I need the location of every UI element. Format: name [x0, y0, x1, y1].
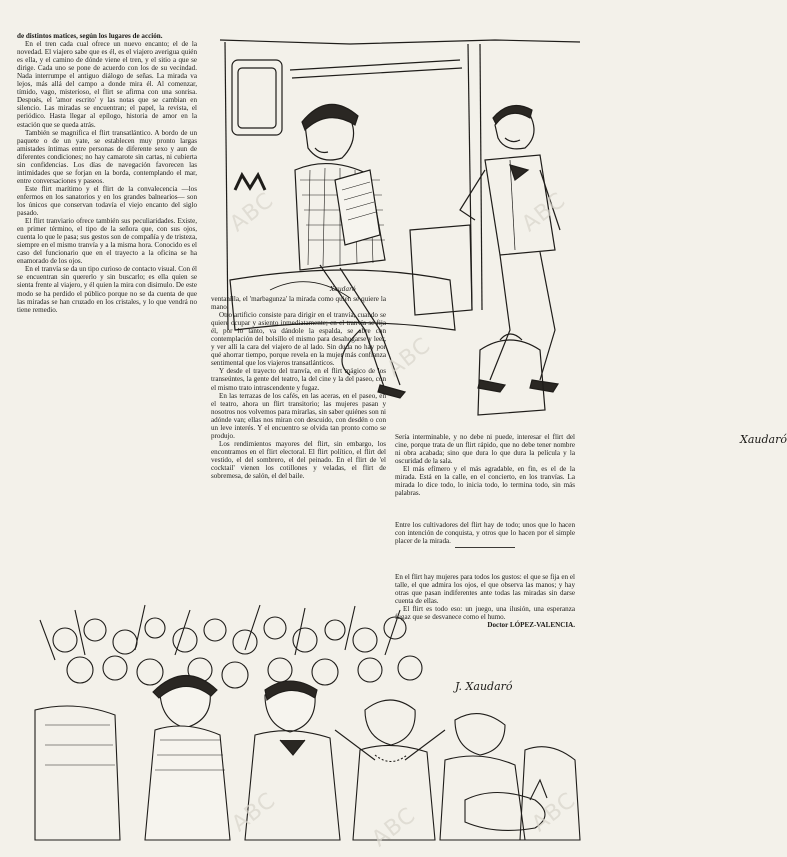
watermark: ABC [227, 787, 281, 838]
paragraph: ventanilla, el 'marbagunza' la mirada como quien se quiere la mano. [211, 295, 386, 312]
paragraph: de distintos matices, según los lugares de acción. [17, 32, 163, 40]
watermark: ABC [225, 187, 279, 238]
crowd-flirt-illustration [35, 600, 580, 840]
paragraph: El flirt tranviario ofrece también sus peculiaridades. Existe, en primer término, el tipo de la señora que, con sus ojos, cuenta lo que le pasa; sus gestos son de compañía y de tristeza, siempre en el mismo tranvía y a la misma hora. Conocido es el caso del funcionario que en el trayecto a la oficina se ha enamorado de los ojos. [17, 217, 197, 266]
crowd-scene-drawing [35, 600, 580, 840]
article-right-column-top [395, 433, 575, 518]
paragraph: Otro artificio consiste para dirigir en el tranvía, cuando se quiere ocupar y asiento inmediatamente; en el tranvía se fija él, por lo tanto, va dándole la espalda, se abre con contemplación del bolsillo el mismo para desahogarse y leer, y ver allí la cara del viajero de al lado. Sin duda no hay por qué ahorrar tiempo, porque revela en la mujer más confianza sentimental que los viajeros transatlánticos. [211, 311, 386, 368]
watermark: ABC [367, 802, 421, 853]
paragraph: También se magnifica el flirt transatlántico. A bordo de un paquete o de un yate, se establecen muy pronto largas amistades íntimas entre personas de diferente sexo y aun de diferentes condiciones; no hay camarote sin cartas, ni cubierta sin confidencias. Los días de navegación favorecen las intimidades que se forjan en la borda, contemplando el mar, entre conversaciones y paseos. [17, 128, 197, 185]
artist-signature-small: Xaudaró [330, 286, 356, 293]
paragraph: En el flirt hay mujeres para todos los gustos: el que se fija en el talle, el que admira los ojos, el que observa las manos; y hay otras que pasan indiferentes ante todas las miradas sin darse cuenta de ellas. [395, 573, 575, 606]
paragraph: Y desde el trayecto del tranvía, en el flirt mágico de los transeúntes, la gente del teatro, la del cine y la del paseo, con el mismo trato intrascendente y fugaz. [211, 367, 386, 392]
watermark: ABC [382, 332, 436, 383]
paragraph: El flirt es todo eso: un juego, una ilusión, una esperanza fugaz que se desvanece como el humo. [395, 605, 575, 622]
paragraph: Este flirt marítimo y el flirt de la convalecencia —los enfermos en los sanatorios y en los grandes balnearios— son los únicos que conservan todavía el viejo encanto del siglo pasado. [17, 184, 197, 218]
paragraph: Entre los cultivadores del flirt hay de todo; unos que lo hacen con intención de conquista, y otros que lo hacen por el simple placer de la mirada. [395, 521, 575, 546]
paragraph: Los rendimientos mayores del flirt, sin embargo, los encontramos en el flirt electoral. El flirt político, el flirt del vestido, el del sombrero, el del peinado. En el flirt de 'el cocktail' vienen los cotillones y veladas, el flirt de sobremesa, de salón, el del baile. [211, 439, 386, 481]
article-middle-column [211, 295, 386, 609]
section-divider [455, 547, 515, 548]
artist-signature: Xaudaró [740, 433, 787, 446]
paragraph: Sería interminable, y no debe ni puede, interesar el flirt del cine, porque trata de un flirt rápido, que no debe tener nombre ni obra acabada; sino que dura lo que dura la película y la oscuridad de la sala. [395, 433, 575, 466]
paragraph: En el tren cada cual ofrece un nuevo encanto; el de la novedad. El viajero sabe que es él, es el viajero averigua quién es ella, y el camino de dónde viene el tren, y el sitio a que se dirige. Cada uno se pone de acuerdo con los de su vecindad. Nada interrumpe el antiguo diálogo de señas. La mirada va lejos, más allá del campo a donde mira él. Al comenzar, tímido, vago, misterioso, el flirt se afirma con una sonrisa. Después, el 'amor escrito' y las notas que se cambian en silencio. Las miradas se encuentran; el papel, la revista, el periódico. Hasta llegar al epílogo, historia de amor en la estación que se queda atrás. [17, 40, 197, 129]
watermark: ABC [527, 787, 581, 838]
author-signature: Doctor LÓPEZ-VALENCIA. [487, 621, 575, 630]
artist-signature-bottom: J. Xaudaró [455, 680, 513, 693]
article-right-column-mid [395, 521, 575, 546]
article-left-column [17, 32, 197, 592]
paragraph: En el tranvía se da un tipo curioso de contacto visual. Con él se encuentran sin quererlo y sin buscarlo; es ella quien se sienta frente al viajero, y él quien la mira con disimulo. De este modo se ha perdido el público porque no se da cuenta de que las miradas se han cruzado en los cristales, y lo que vendrá no tiene remedio. [17, 265, 197, 314]
watermark: ABC [517, 187, 571, 238]
paragraph: En las terrazas de los cafés, en las aceras, en el paseo, en el teatro, ahora un flirt transitorio; las mujeres pasan y nosotros nos volvemos para mirarlas, sin saber quiénes son ni adónde van; ellas nos miran con descuido, con desdén o con un leve interés. Y el encuentro se olvida tan pronto como se produjo. [211, 391, 386, 440]
paragraph: El más efímero y el más agradable, en fin, es el de la mirada. Está en la calle, en el concierto, en los tranvías. La mirada lo dice todo, lo inicia todo, lo termina todo, sin más palabras. [395, 465, 575, 498]
